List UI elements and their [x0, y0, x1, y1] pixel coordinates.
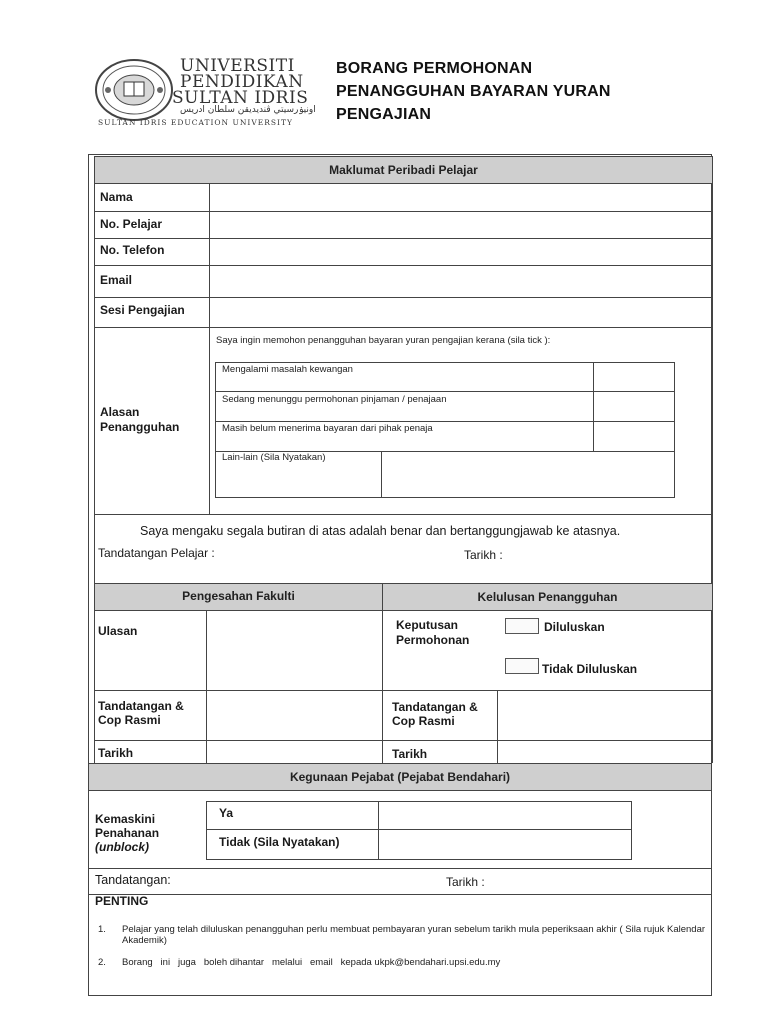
student-signature-field[interactable] — [230, 543, 450, 563]
name-label: Nama — [100, 190, 133, 204]
name-field[interactable] — [212, 187, 710, 209]
reason-option-sponsor: Masih belum menerima bayaran dari pihak penaja — [222, 423, 433, 434]
faculty-date-field[interactable] — [208, 742, 380, 761]
declaration-statement: Saya mengaku segala butiran di atas adalah benar dan bertanggungjawab ke atasnya. — [140, 524, 621, 538]
approval-decision-line-2: Permohonan — [396, 633, 470, 647]
student-no-label: No. Pelajar — [100, 217, 163, 231]
office-signature-field[interactable] — [180, 871, 430, 891]
faculty-date-label: Tarikh — [98, 746, 134, 760]
form-title-line-2: PENANGGUHAN BAYARAN YURAN — [336, 83, 611, 100]
reason-intro: Saya ingin memohon penangguhan bayaran yuran pengajian kerana (sila tick ): — [216, 335, 551, 346]
form-title-line-3: PENGAJIAN — [336, 106, 432, 123]
email-field[interactable] — [212, 268, 710, 295]
university-name-english: SULTAN IDRIS EDUCATION UNIVERSITY — [98, 118, 293, 127]
reason-label-line-2: Penangguhan — [100, 420, 180, 434]
university-name-jawi: اونيۏرسيتي ڤنديديقن سلطان ادريس — [180, 105, 316, 115]
university-name-line-2: PENDIDIKAN — [180, 72, 304, 92]
faculty-signature-label-line-2: Cop Rasmi — [98, 713, 161, 727]
unblock-yes-label: Ya — [219, 806, 234, 820]
office-signature-label: Tandatangan: — [95, 873, 171, 887]
approval-signature-field[interactable] — [499, 692, 710, 738]
phone-label: No. Telefon — [100, 243, 165, 257]
reason-tick-sponsor[interactable] — [596, 424, 672, 449]
note-2-number: 2. — [98, 957, 106, 968]
student-no-field[interactable] — [212, 214, 710, 236]
form-title-line-1: BORANG PERMOHONAN — [336, 60, 533, 77]
faculty-comment-label: Ulasan — [98, 624, 138, 638]
reason-option-other: Lain-lain (Sila Nyatakan) — [222, 452, 326, 463]
approved-label: Diluluskan — [544, 620, 605, 634]
note-2-text: Borang ini juga boleh dihantar melalui email kepada ukpk@bendahari.upsi.edu.my — [122, 957, 501, 968]
university-logo — [94, 58, 174, 122]
approved-checkbox[interactable] — [505, 618, 539, 634]
unblock-yes-field[interactable] — [380, 803, 630, 827]
approval-date-label: Tarikh — [392, 747, 428, 761]
office-section-heading: Kegunaan Pejabat (Pejabat Bendahari) — [289, 770, 511, 784]
phone-field[interactable] — [212, 241, 710, 263]
faculty-section-heading: Pengesahan Fakulti — [182, 589, 295, 603]
office-date-field[interactable] — [496, 871, 702, 891]
reason-option-loan: Sedang menunggu permohonan pinjaman / penajaan — [222, 394, 447, 405]
student-date-label: Tarikh : — [464, 548, 503, 562]
approval-signature-label-line-1: Tandatangan & — [392, 700, 478, 714]
approval-date-field[interactable] — [499, 742, 710, 761]
office-date-label: Tarikh : — [446, 875, 485, 889]
reason-option-financial: Mengalami masalah kewangan — [222, 364, 353, 375]
faculty-comment-field[interactable] — [208, 613, 380, 688]
session-field[interactable] — [212, 300, 710, 325]
note-1-number: 1. — [98, 924, 106, 935]
university-name-line-1: UNIVERSITI — [180, 56, 295, 76]
approval-signature-label-line-2: Cop Rasmi — [392, 714, 455, 728]
email-label: Email — [100, 273, 133, 287]
unblock-label-line-1: Kemaskini — [95, 812, 156, 826]
note-1-text: Pelajar yang telah diluluskan penangguhan perlu membuat pembayaran yuran sebelum tarikh mula peperiksaan akhir ( Sila rujuk Kalendar Akademik) — [122, 924, 706, 946]
approval-decision-line-1: Keputusan — [396, 618, 459, 632]
rejected-checkbox[interactable] — [505, 658, 539, 674]
session-label: Sesi Pengajian — [100, 303, 185, 317]
unblock-no-label: Tidak (Sila Nyatakan) — [219, 835, 340, 849]
student-date-field[interactable] — [512, 545, 702, 565]
unblock-label-line-2: Penahanan — [95, 826, 160, 840]
rejected-label: Tidak Diluluskan — [542, 662, 638, 676]
faculty-signature-field[interactable] — [208, 692, 380, 738]
faculty-signature-label-line-1: Tandatangan & — [98, 699, 184, 713]
student-signature-label: Tandatangan Pelajar : — [98, 546, 215, 560]
unblock-label-line-3: (unblock) — [95, 840, 149, 854]
reason-tick-financial[interactable] — [596, 364, 672, 389]
reason-tick-loan[interactable] — [596, 394, 672, 419]
notes-heading: PENTING — [95, 894, 149, 908]
approval-section-heading: Kelulusan Penangguhan — [477, 590, 618, 604]
unblock-no-field[interactable] — [380, 831, 630, 858]
personal-section-heading: Maklumat Peribadi Pelajar — [329, 163, 478, 177]
reason-label-line-1: Alasan — [100, 405, 140, 419]
university-name-line-3: SULTAN IDRIS — [172, 88, 309, 108]
reason-other-field[interactable] — [384, 454, 672, 496]
